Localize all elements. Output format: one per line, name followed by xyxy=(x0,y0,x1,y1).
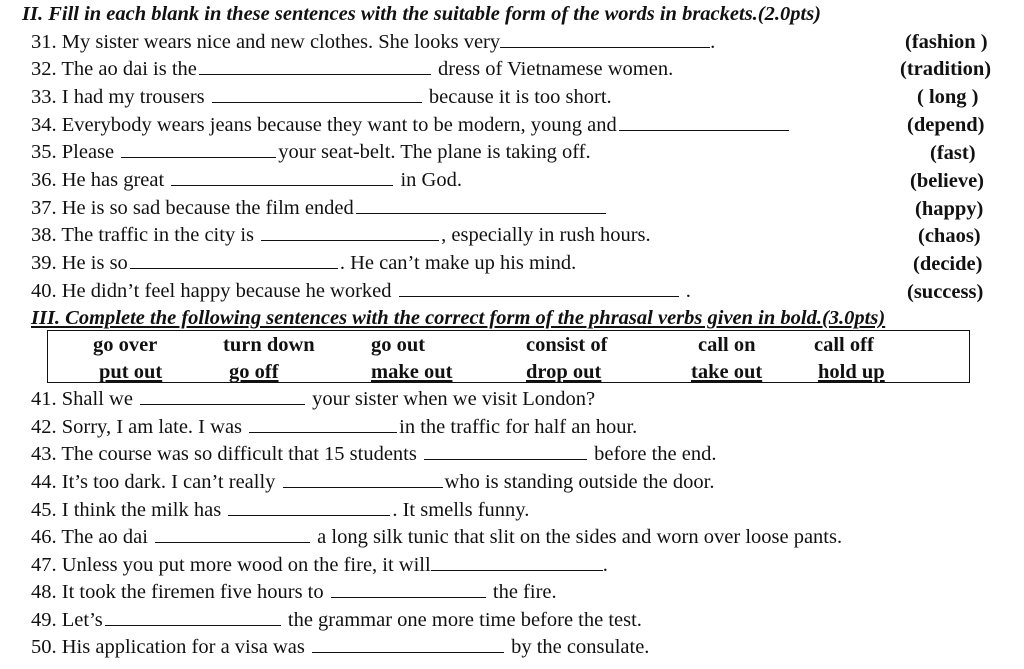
question-text-before: He has great xyxy=(61,169,165,191)
question-text-before: Everybody wears jeans because they want to be modern, young and xyxy=(61,114,617,136)
question-number: 33. xyxy=(31,86,57,108)
question-number: 31. xyxy=(31,31,57,53)
answer-blank[interactable] xyxy=(171,169,393,186)
question-text-after: . xyxy=(685,280,691,302)
phrasal-verb: put out xyxy=(99,361,163,383)
question-number: 35. xyxy=(31,141,57,163)
question-number: 36. xyxy=(31,169,57,191)
question-number: 50. xyxy=(31,636,57,658)
question-text-after: dress of Vietnamese women. xyxy=(438,58,674,80)
question-text-before: He is so xyxy=(61,252,128,274)
question-number: 32. xyxy=(31,58,57,80)
answer-blank[interactable] xyxy=(212,86,422,103)
question-47 xyxy=(31,554,608,576)
question-number: 34. xyxy=(31,114,57,136)
question-text-after: because it is too short. xyxy=(428,86,612,108)
question-number: 41. xyxy=(31,388,57,410)
answer-blank[interactable] xyxy=(228,499,390,516)
answer-blank[interactable] xyxy=(399,280,679,297)
word-hint: (fast) xyxy=(930,142,976,164)
question-number: 39. xyxy=(31,252,57,274)
question-number: 49. xyxy=(31,609,57,631)
question-40 xyxy=(31,280,691,302)
answer-blank[interactable] xyxy=(261,224,439,241)
answer-blank[interactable] xyxy=(130,252,338,269)
answer-blank[interactable] xyxy=(356,197,606,214)
question-number: 44. xyxy=(31,471,57,493)
question-text-before: It took the firemen five hours to xyxy=(61,581,324,603)
question-text-before: My sister wears nice and new clothes. She looks very xyxy=(61,31,501,53)
question-text-before: Shall we xyxy=(61,388,133,410)
phrasal-verb: take out xyxy=(691,361,763,383)
answer-blank[interactable] xyxy=(105,609,281,626)
question-text-before: I had my trousers xyxy=(61,86,205,108)
phrasal-verb: go out xyxy=(371,334,426,356)
word-hint: (tradition) xyxy=(900,58,992,80)
question-text-after: who is standing outside the door. xyxy=(444,471,715,493)
answer-blank[interactable] xyxy=(619,114,789,131)
question-44 xyxy=(31,471,714,493)
question-text-after: in the traffic for half an hour. xyxy=(399,416,638,438)
question-text-after: . xyxy=(710,31,716,53)
phrasal-verb: make out xyxy=(371,361,453,383)
question-text-before: The course was so difficult that 15 students xyxy=(61,443,417,465)
question-36 xyxy=(31,169,462,191)
question-50 xyxy=(31,636,649,658)
question-32 xyxy=(31,58,673,80)
question-31 xyxy=(31,31,715,53)
question-number: 38. xyxy=(31,224,57,246)
word-hint: (fashion ) xyxy=(905,31,988,53)
answer-blank[interactable] xyxy=(500,31,710,48)
phrasal-verb: call on xyxy=(698,334,756,356)
question-text-before: Please xyxy=(61,141,115,163)
phrasal-verb: call off xyxy=(814,334,874,356)
question-text-before: He didn’t feel happy because he worked xyxy=(61,280,392,302)
question-text-before: Let’s xyxy=(61,609,103,631)
phrasal-verb: hold up xyxy=(818,361,885,383)
question-33 xyxy=(31,86,612,108)
answer-blank[interactable] xyxy=(283,471,443,488)
question-34 xyxy=(31,114,791,136)
question-text-after: the fire. xyxy=(492,581,557,603)
answer-blank[interactable] xyxy=(331,581,486,598)
word-hint: ( long ) xyxy=(917,86,979,108)
question-text-before: It’s too dark. I can’t really xyxy=(61,471,276,493)
answer-blank[interactable] xyxy=(431,554,603,571)
question-text-after: by the consulate. xyxy=(511,636,650,658)
question-46 xyxy=(31,526,842,548)
question-39 xyxy=(31,252,576,274)
question-text-after: , especially in rush hours. xyxy=(441,224,651,246)
question-text-before: I think the milk has xyxy=(61,499,222,521)
word-hint: (success) xyxy=(907,281,984,303)
answer-blank[interactable] xyxy=(140,388,305,405)
question-37 xyxy=(31,197,608,219)
answer-blank[interactable] xyxy=(312,636,504,653)
question-48 xyxy=(31,581,557,603)
phrasal-verb: consist of xyxy=(526,334,608,356)
answer-blank[interactable] xyxy=(155,526,310,543)
word-hint: (believe) xyxy=(910,170,984,192)
question-text-before: Sorry, I am late. I was xyxy=(61,416,243,438)
phrasal-verb: drop out xyxy=(526,361,602,383)
question-35 xyxy=(31,141,591,163)
question-number: 45. xyxy=(31,499,57,521)
answer-blank[interactable] xyxy=(199,58,431,75)
word-hint: (chaos) xyxy=(918,225,981,247)
answer-blank[interactable] xyxy=(249,416,397,433)
question-number: 43. xyxy=(31,443,57,465)
question-number: 37. xyxy=(31,197,57,219)
question-43 xyxy=(31,443,716,465)
question-number: 46. xyxy=(31,526,57,548)
question-text-after: in God. xyxy=(400,169,462,191)
question-number: 47. xyxy=(31,554,57,576)
section-3-title: III. Complete the following sentences with the correct form of the phrasal verbs given in bold.(3.0pts) xyxy=(31,307,886,329)
question-text-after: before the end. xyxy=(594,443,717,465)
section-2-title: II. Fill in each blank in these sentences with the suitable form of the words in brackets.(2.0pts) xyxy=(22,3,821,25)
cut-off-next-line xyxy=(22,657,582,669)
question-42 xyxy=(31,416,637,438)
question-text-before: The ao dai xyxy=(61,526,148,548)
answer-blank[interactable] xyxy=(424,443,587,460)
question-text-before: The traffic in the city is xyxy=(61,224,254,246)
phrasal-verb: turn down xyxy=(223,334,315,356)
phrasal-verb: go over xyxy=(93,334,158,356)
question-text-after: your sister when we visit London? xyxy=(312,388,596,410)
question-45 xyxy=(31,499,529,521)
question-text-before: The ao dai is the xyxy=(61,58,197,80)
question-number: 40. xyxy=(31,280,57,302)
question-38 xyxy=(31,224,651,246)
question-49 xyxy=(31,609,642,631)
question-text-after: . xyxy=(602,554,608,576)
question-number: 42. xyxy=(31,416,57,438)
question-text-before: Unless you put more wood on the fire, it will xyxy=(61,554,431,576)
question-text-after: the grammar one more time before the test. xyxy=(287,609,642,631)
question-41 xyxy=(31,388,595,410)
phrasal-verb: go off xyxy=(229,361,279,383)
question-text-after: . He can’t make up his mind. xyxy=(339,252,577,274)
answer-blank[interactable] xyxy=(121,141,276,158)
word-hint: (happy) xyxy=(915,198,984,220)
question-text-after: your seat-belt. The plane is taking off. xyxy=(278,141,591,163)
question-text-after: . It smells funny. xyxy=(392,499,530,521)
question-text-before: His application for a visa was xyxy=(61,636,305,658)
question-text-before: He is so sad because the film ended xyxy=(61,197,354,219)
word-hint: (decide) xyxy=(913,253,983,275)
word-hint: (depend) xyxy=(907,114,985,136)
question-text-after: a long silk tunic that slit on the sides and worn over loose pants. xyxy=(317,526,843,548)
phrasal-verb-box xyxy=(47,330,970,383)
question-number: 48. xyxy=(31,581,57,603)
